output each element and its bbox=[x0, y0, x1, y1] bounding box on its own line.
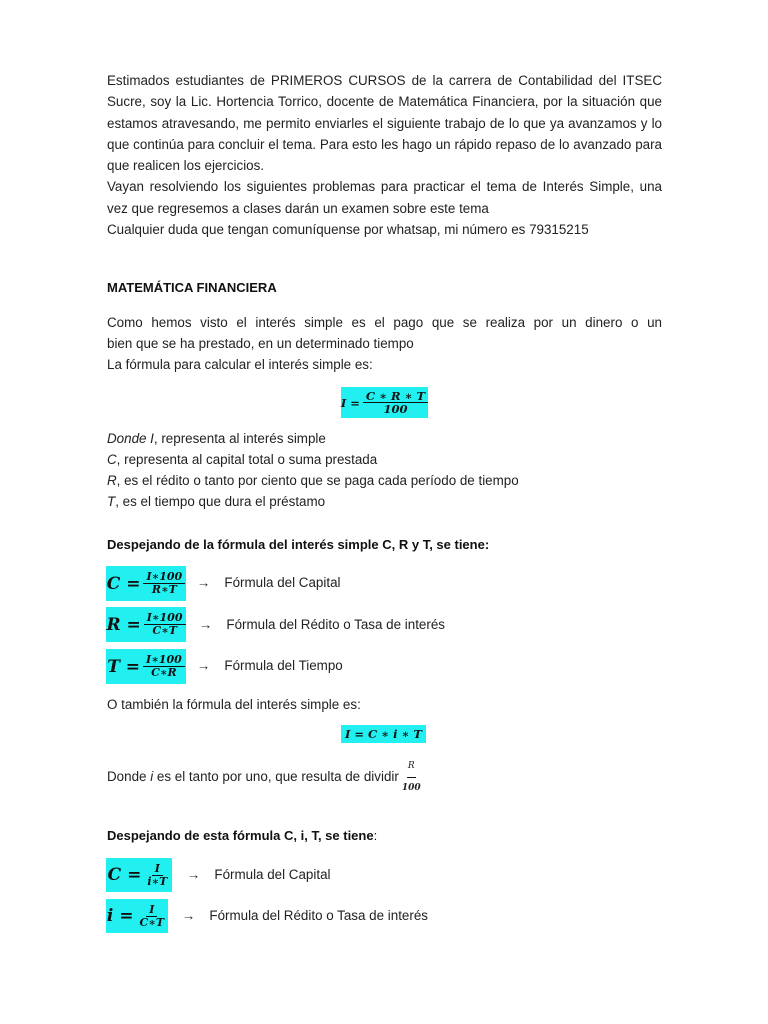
donde-prefix: Donde bbox=[107, 769, 151, 785]
intro-paragraph-2: Vayan resolviendo los siguientes problemas para practicar el tema de Interés Simple, una vez que regresemos a clases darán un examen sobre este tema bbox=[107, 179, 662, 216]
formula-redito-label bbox=[199, 617, 445, 632]
formula-tanto-i bbox=[106, 899, 168, 933]
section-heading-despejando-crt: Despejando de la fórmula del interés simple C, R y T, se tiene: bbox=[107, 537, 490, 552]
formula-capital-label bbox=[197, 575, 341, 590]
definition-text: , representa al interés simple bbox=[153, 431, 326, 446]
section1-line-2: bien que se ha prestado, en un determinado tiempo bbox=[107, 336, 414, 351]
formula-denominator: C∗T bbox=[152, 624, 177, 637]
heading-colon: : bbox=[373, 828, 378, 843]
intro-paragraph-1: Estimados estudiantes de PRIMEROS CURSOS de la carrera de Contabilidad del ITSEC Sucre, soy la Lic. Hortencia Torrico, docente de Matemática Financiera, por la situación que estamos atravesando, me permito enviarles el siguiente trabajo de lo que ya avanzamos y lo que continúa para concluir el tema. Para esto les hago un rápido repaso de lo avanzado para que realicen los ejercicios. bbox=[107, 73, 662, 174]
formula-denominator: i∗T bbox=[147, 874, 168, 888]
formula-numerator: I∗100 bbox=[144, 612, 186, 625]
definition-var: T bbox=[107, 494, 116, 509]
definition-text: , representa al capital total o suma prestada bbox=[116, 452, 378, 467]
formula-fraction bbox=[143, 571, 185, 595]
arrow-icon: → bbox=[199, 617, 213, 632]
also-formula-text: O también la fórmula del interés simple es: bbox=[107, 697, 361, 712]
formula-tanto-i-label bbox=[182, 908, 428, 923]
definition-C bbox=[107, 449, 662, 470]
formula-numerator: I bbox=[152, 863, 163, 876]
fraction-denominator: 100 bbox=[401, 783, 421, 793]
formula-denominator: R∗T bbox=[151, 583, 177, 596]
formula-fraction bbox=[144, 863, 170, 887]
section1-line-1: Como hemos visto el interés simple es el pago que se realiza por un dinero o un bbox=[107, 315, 662, 330]
definition-var: Donde I bbox=[107, 431, 154, 446]
definition-text: , es el rédito o tanto por ciento que se paga cada período de tiempo bbox=[116, 473, 519, 488]
variable-definitions bbox=[107, 428, 662, 512]
formula-fraction bbox=[137, 904, 168, 928]
formula-label: Fórmula del Rédito o Tasa de interés bbox=[226, 617, 445, 632]
formula-tiempo bbox=[106, 649, 186, 684]
formula-fraction bbox=[144, 612, 186, 636]
r-over-100-fraction bbox=[402, 756, 421, 799]
definition-R bbox=[107, 470, 662, 491]
formula-numerator: C ∗ R ∗ T bbox=[363, 390, 428, 403]
section-heading-despejando-cit bbox=[107, 828, 377, 843]
definition-I bbox=[107, 428, 662, 449]
formula-label: Fórmula del Tiempo bbox=[224, 658, 343, 673]
formula-redito bbox=[106, 607, 186, 642]
formula-lhs: C = bbox=[106, 573, 141, 594]
formula-lhs: i = bbox=[106, 906, 134, 926]
donde-var: i bbox=[150, 769, 154, 785]
formula-capital-i-label bbox=[187, 867, 331, 882]
formula-lhs: T = bbox=[107, 656, 141, 677]
definition-var: R bbox=[107, 473, 117, 488]
formula-lhs: C = bbox=[107, 865, 142, 885]
formula-fraction bbox=[363, 390, 428, 415]
donde-text: es el tanto por uno, que resulta de dividir bbox=[153, 769, 399, 785]
formula-label: Fórmula del Rédito o Tasa de interés bbox=[209, 908, 428, 923]
formula-capital bbox=[106, 566, 186, 601]
formula-denominator: C∗R bbox=[151, 666, 177, 679]
formula-fraction bbox=[143, 654, 185, 678]
formula-denominator: C∗T bbox=[139, 915, 165, 929]
section1-intro bbox=[107, 312, 662, 375]
heading-text: Despejando de esta fórmula C, i, T, se tiene bbox=[107, 828, 374, 843]
formula-numerator: I∗100 bbox=[143, 571, 185, 584]
definition-var: C bbox=[107, 452, 117, 467]
arrow-icon: → bbox=[182, 908, 196, 923]
arrow-icon: → bbox=[197, 575, 211, 590]
formula-denominator: 100 bbox=[383, 402, 408, 416]
definition-text: , es el tiempo que dura el préstamo bbox=[115, 494, 326, 509]
section1-line-3: La fórmula para calcular el interés simple es: bbox=[107, 357, 373, 372]
intro-text bbox=[107, 70, 662, 240]
definition-T bbox=[107, 491, 662, 512]
arrow-icon: → bbox=[197, 658, 211, 673]
formula-lhs: I = bbox=[340, 395, 360, 410]
fraction-numerator: R bbox=[407, 756, 416, 778]
formula-tiempo-label bbox=[197, 658, 343, 673]
arrow-icon: → bbox=[187, 867, 201, 882]
section-heading-matematica-financiera: MATEMÁTICA FINANCIERA bbox=[107, 280, 277, 295]
formula-lhs: R = bbox=[106, 614, 141, 635]
formula-label: Fórmula del Capital bbox=[224, 575, 341, 590]
formula-numerator: I bbox=[146, 904, 157, 917]
formula-capital-i bbox=[106, 858, 172, 892]
formula-label: Fórmula del Capital bbox=[214, 867, 331, 882]
intro-paragraph-3: Cualquier duda que tengan comuníquense por whatsap, mi número es 79315215 bbox=[107, 222, 589, 238]
donde-tanto-por-uno bbox=[107, 756, 662, 799]
main-interest-formula bbox=[341, 387, 428, 418]
alt-interest-formula: I = C ∗ i ∗ T bbox=[341, 725, 426, 743]
formula-numerator: I∗100 bbox=[143, 654, 185, 667]
